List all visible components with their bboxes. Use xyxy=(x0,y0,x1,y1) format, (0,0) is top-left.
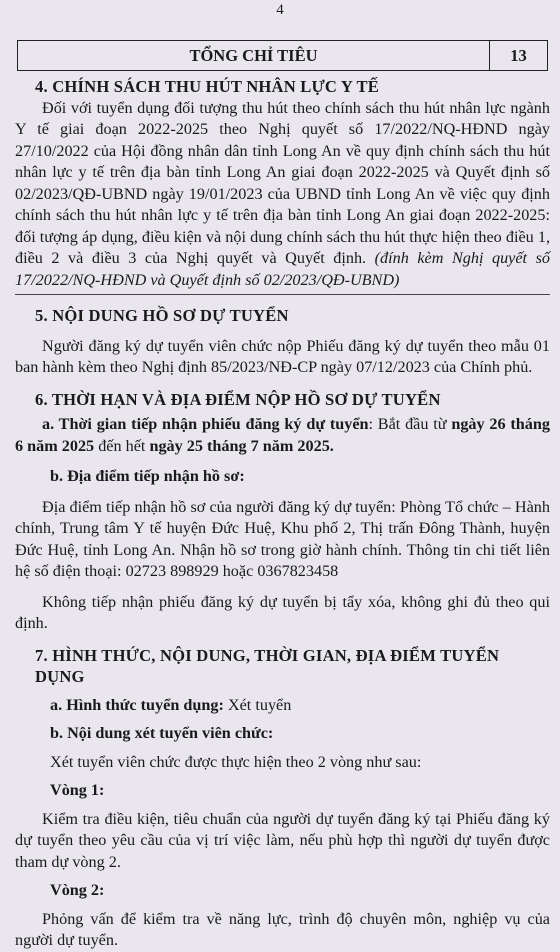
section-6b-note: Không tiếp nhận phiếu đăng ký dự tuyển bị tẩy xóa, không ghi đủ theo qui định. xyxy=(15,592,550,632)
round-1-body: Kiểm tra điều kiện, tiêu chuẩn của người dự tuyển đăng ký tại Phiếu đăng ký dự tuyển theo yêu cầu của vị trí việc làm, nếu phù hợp thì người dự tuyển được tham dự vòng 2. xyxy=(15,809,550,871)
section-7a-label: a. Hình thức tuyển dụng: xyxy=(50,695,224,714)
section-6b-body: Địa điểm tiếp nhận hồ sơ của người đăng ký dự tuyển: Phòng Tổ chức – Hành chính, Trung tâm Y tế huyện Đức Huệ, Khu phố 2, Thị trấn Đông Thành, huyện Đức Huệ, tỉnh Long An. Nhận hồ sơ trong giờ hành chính. Thông tin chi tiết liên hệ số điện thoại: 02723 898929 hoặc 0367823458 xyxy=(15,497,550,580)
section-6a-paragraph xyxy=(15,414,550,457)
section-4-heading: 4. CHÍNH SÁCH THU HÚT NHÂN LỰC Y TẾ xyxy=(35,77,379,96)
round-1-label: Vòng 1: xyxy=(50,781,105,799)
section-7b-label: b. Nội dung xét tuyển viên chức: xyxy=(50,724,274,742)
section-5-heading: 5. NỘI DUNG HỒ SƠ DỰ TUYỂN xyxy=(15,294,550,327)
section-6a-mid2: đến hết xyxy=(94,436,150,455)
section-6b-label: b. Địa điểm tiếp nhận hồ sơ: xyxy=(50,467,245,485)
section-6a-end: ngày 25 tháng 7 năm 2025. xyxy=(149,436,334,455)
section-4-note: (đính kèm Nghị quyết số 17/2022/NQ-HĐND và Quyết định số 02/2023/QĐ-UBND) xyxy=(15,249,550,289)
page-number: 4 xyxy=(276,2,284,18)
section-7a-value: Xét tuyển xyxy=(223,695,292,714)
table-count: 13 xyxy=(510,46,527,65)
section-6a-mid: : Bắt đầu từ xyxy=(368,415,452,433)
section-6-heading: 6. THỜI HẠN VÀ ĐỊA ĐIỂM NỘP HỒ SƠ DỰ TUYỂN xyxy=(35,389,441,409)
section-6a-start-month: tháng 6 năm 2025 xyxy=(15,415,550,455)
section-6a-label: a. Thời gian tiếp nhận phiếu đăng ký dự tuyển xyxy=(42,415,369,433)
document-body xyxy=(15,76,550,952)
section-6a-start: ngày 26 xyxy=(451,415,506,433)
section-5-body: Người đăng ký dự tuyển viên chức nộp Phiếu đăng ký dự tuyển theo mẫu 01 ban hành kèm theo Nghị định 85/2023/NĐ-CP ngày 07/12/2023 của Chính phủ. xyxy=(15,336,550,376)
table-title: TỔNG CHỈ TIÊU xyxy=(18,41,490,70)
section-4-body: Đối với tuyển dụng đối tượng thu hút theo chính sách thu hút nhân lực ngành Y tế giai đoạn 2022-2025 theo Nghị quyết số 17/2022/NQ-HĐND ngày 27/10/2022 của Hội đồng nhân dân tỉnh Long An về quy định chính sách thu hút nhân lực y tế trên địa bàn tỉnh Long An giai đoạn 2022-2025 và Quyết định số 02/2023/QĐ-UBND ngày 19/01/2023 của UBND tỉnh Long An về việc quy định chính sách thu hút nhân lực y tế trên địa bàn tỉnh Long An giai đoạn 2022-2025: đối tượng áp dụng, điều kiện và nội dung chính sách thu hút thực hiện theo điều 1, điều 2 và điều 3 của Nghị quyết và Quyết định. xyxy=(15,98,550,267)
section-4-paragraph xyxy=(15,98,550,292)
summary-table-header xyxy=(17,40,548,71)
section-7-heading: 7. HÌNH THỨC, NỘI DUNG, THỜI GIAN, ĐỊA ĐIỂM TUYỂN DỤNG xyxy=(35,645,500,686)
round-2-body: Phỏng vấn để kiểm tra về năng lực, trình độ chuyên môn, nghiệp vụ của người dự tuyển. xyxy=(15,909,550,949)
section-7a-paragraph xyxy=(15,695,550,717)
round-2-label: Vòng 2: xyxy=(50,881,105,899)
section-7b-body: Xét tuyển viên chức được thực hiện theo 2 vòng như sau: xyxy=(50,752,422,771)
